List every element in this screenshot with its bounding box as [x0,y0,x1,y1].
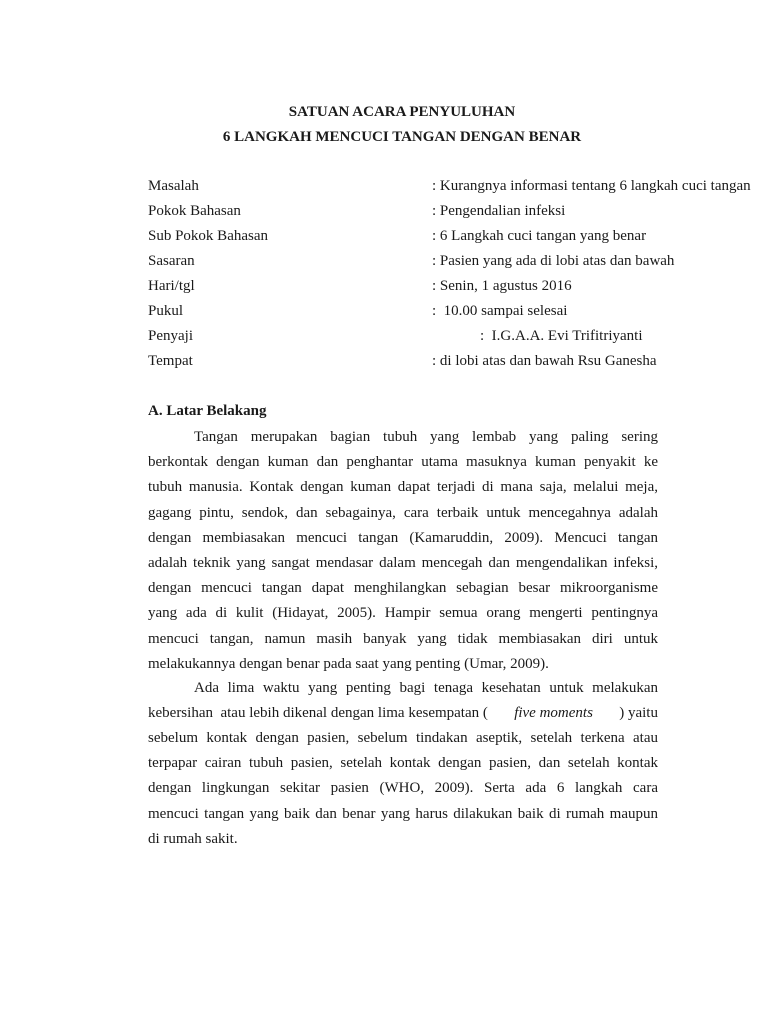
meta-row [148,253,675,278]
paragraph-line [148,705,658,730]
meta-row [148,353,668,378]
paragraph-line [148,631,658,656]
paragraph-line [148,831,658,856]
section-heading: A. Latar Belakang [148,403,267,419]
italic-term: five moments [514,705,593,721]
paragraph-line [194,680,658,705]
meta-value: : di lobi atas dan bawah Rsu Ganesha [432,353,657,369]
paragraph-line [148,656,658,681]
document-title-line2: 6 LANGKAH MENCUCI TANGAN DENGAN BENAR [222,129,582,145]
meta-value: : Kurangnya informasi tentang 6 langkah cuci tangan [432,178,751,194]
line-text: mencuci tangan yang baik dan benar yang harus dilakukan baik di rumah maupun [148,805,658,822]
meta-row [148,178,751,203]
line-text: sebelum kontak dengan pasien, sebelum tindakan aseptik, setelah terkena atau [148,730,658,746]
line-text: dengan mencuci tangan dapat menghilangkan sebagian besar mikroorganisme [148,580,658,597]
document-title-line1: SATUAN ACARA PENYULUHAN [288,104,516,120]
meta-key: Penyaji [148,328,193,344]
paragraph-line [148,755,658,780]
meta-value: : Pengendalian infeksi [432,203,566,219]
meta-value: : Senin, 1 agustus 2016 [432,278,572,294]
paragraph-line [148,530,658,555]
meta-row [148,203,668,228]
line-text: yang ada di kulit (Hidayat, 2005). Hampir semua orang mengerti pentingnya [148,605,658,622]
line-text: terpapar cairan tubuh pasien, setelah kontak dengan pasien, dan setelah kontak [148,755,658,772]
meta-row [148,228,668,253]
paragraph-line [148,479,658,504]
paragraph-line [148,505,658,530]
line-text: dengan membiasakan mencuci tangan (Kamaruddin, 2009). Mencuci tangan [148,529,658,546]
meta-value: : 6 Langkah cuci tangan yang benar [432,228,647,244]
meta-key: Hari/tgl [148,278,195,294]
paragraph-line [194,429,658,454]
line-text: dengan lingkungan sekitar pasien (WHO, 2009). Serta ada 6 langkah cara [148,780,658,797]
meta-key: Pukul [148,303,184,319]
paragraph-line [148,806,658,831]
paragraph-line [148,730,658,755]
line-text: Tangan merupakan bagian tubuh yang lembab yang paling sering [194,429,658,445]
paragraph-line [148,780,658,805]
paragraph-line [148,605,658,630]
paragraph-line [148,555,658,580]
meta-row [148,328,668,353]
line-text: adalah teknik yang sangat mendasar dalam mencegah dan mengendalikan infeksi, [148,555,658,571]
line-text: Ada lima waktu yang penting bagi tenaga kesehatan untuk melakukan [194,680,658,696]
line-text: melakukannya dengan benar pada saat yang penting (Umar, 2009). [148,655,549,672]
line-text: berkontak dengan kuman dan penghantar utama masuknya kuman penyakit ke [148,454,658,471]
meta-row [148,278,668,303]
line-text: ) yaitu [619,705,658,721]
meta-key: Sub Pokok Bahasan [148,228,268,244]
meta-value: : Pasien yang ada di lobi atas dan bawah [432,253,675,269]
meta-value: : 10.00 sampai selesai [432,303,568,319]
meta-row [148,303,668,328]
meta-key: Pokok Bahasan [148,203,241,219]
line-text: mencuci tangan, namun masih banyak yang tidak membiasakan diri untuk [148,630,658,647]
line-text: tubuh manusia. Kontak dengan kuman dapat terjadi di mana saja, melalui meja, [148,479,658,496]
meta-value: : I.G.A.A. Evi Trifitriyanti [480,328,643,344]
paragraph-line [148,454,658,479]
meta-key: Tempat [148,353,193,369]
meta-key: Sasaran [148,253,195,269]
line-text: di rumah sakit. [148,830,238,847]
line-text: gagang pintu, sendok, dan sebagainya, cara terbaik untuk mencegahnya adalah [148,504,658,521]
paragraph-line [148,580,658,605]
line-text: kebersihan atau lebih dikenal dengan lima kesempatan ( [148,705,488,721]
meta-key: Masalah [148,178,199,194]
